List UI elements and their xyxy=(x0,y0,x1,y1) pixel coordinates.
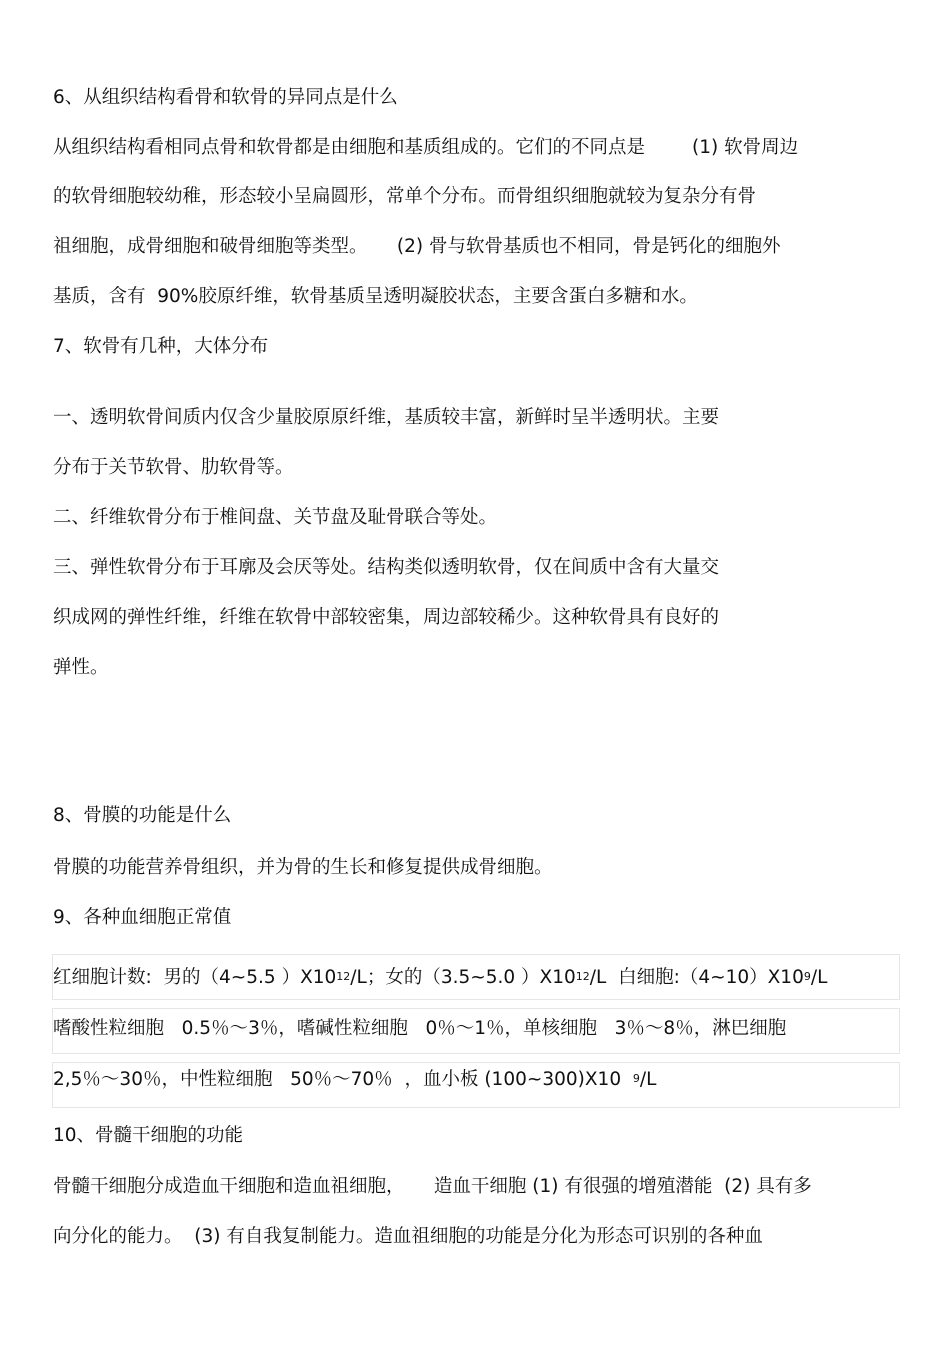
blood-values-row-2: 嗜酸性粒细胞 0.5％～3％，嗜碱性粒细胞 0％～1％，单核细胞 3％～8％，淋巴细胞 xyxy=(53,1018,787,1039)
rbc-female-text: /L；女的（3.5~5.0 ）X10 xyxy=(350,967,576,988)
q10-heading: 10、骨髓干细胞的功能 xyxy=(53,1125,244,1146)
q9-heading: 9、各种血细胞正常值 xyxy=(53,907,232,928)
blood-values-row-1 xyxy=(53,966,827,990)
q7-line-2: 分布于关节软骨、肋软骨等。 xyxy=(53,457,294,478)
q6-line-2: 的软骨细胞较幼稚，形态较小呈扁圆形，常单个分布。而骨组织细胞就较为复杂分有骨 xyxy=(53,186,757,207)
q7-line-5: 织成网的弹性纤维，纤维在软骨中部较密集，周边部较稀少。这种软骨具有良好的 xyxy=(53,607,720,628)
rbc-male-exponent: 12 xyxy=(336,970,351,983)
wbc-text: /L 白细胞:（4~10）X10 xyxy=(589,967,804,988)
rbc-female-exponent: 12 xyxy=(575,970,590,983)
platelet-exponent: 9 xyxy=(632,1072,640,1085)
q10-line-2: 向分化的能力。 (3) 有自我复制能力。造血祖细胞的功能是分化为形态可识别的各种血 xyxy=(53,1226,763,1247)
q6-line-1: 从组织结构看相同点骨和软骨都是由细胞和基质组成的。它们的不同点是 (1) 软骨周边 xyxy=(53,137,799,158)
q6-line-3: 祖细胞，成骨细胞和破骨细胞等类型。 (2) 骨与软骨基质也不相同，骨是钙化的细胞外 xyxy=(53,236,781,257)
q7-line-1: 一、透明软骨间质内仅含少量胶原原纤维，基质较丰富，新鲜时呈半透明状。主要 xyxy=(53,407,720,428)
q10-line-1: 骨髓干细胞分成造血干细胞和造血祖细胞， 造血干细胞 (1) 有很强的增殖潜能 (2) 具有多 xyxy=(53,1176,812,1197)
q7-heading: 7、软骨有几种，大体分布 xyxy=(53,336,269,357)
q6-line-4: 基质，含有 90%胶原纤维，软骨基质呈透明凝胶状态，主要含蛋白多糖和水。 xyxy=(53,286,698,307)
platelet-text: 2,5％～30％，中性粒细胞 50％～70％ ，血小板 (100~300)X10 xyxy=(53,1069,633,1090)
q7-line-3: 二、纤维软骨分布于椎间盘、关节盘及耻骨联合等处。 xyxy=(53,507,498,528)
blood-values-row-3 xyxy=(53,1068,656,1092)
rbc-male-text: 红细胞计数: 男的（4~5.5 ）X10 xyxy=(53,967,337,988)
platelet-unit: /L xyxy=(639,1069,657,1090)
q8-line-1: 骨膜的功能营养骨组织，并为骨的生长和修复提供成骨细胞。 xyxy=(53,857,553,878)
wbc-exponent: 9 xyxy=(803,970,811,983)
q6-heading: 6、从组织结构看骨和软骨的异同点是什么 xyxy=(53,87,398,108)
q7-line-4: 三、弹性软骨分布于耳廓及会厌等处。结构类似透明软骨，仅在间质中含有大量交 xyxy=(53,557,720,578)
wbc-unit: /L xyxy=(810,967,828,988)
q8-heading: 8、骨膜的功能是什么 xyxy=(53,805,232,826)
q7-line-6: 弹性。 xyxy=(53,657,109,678)
